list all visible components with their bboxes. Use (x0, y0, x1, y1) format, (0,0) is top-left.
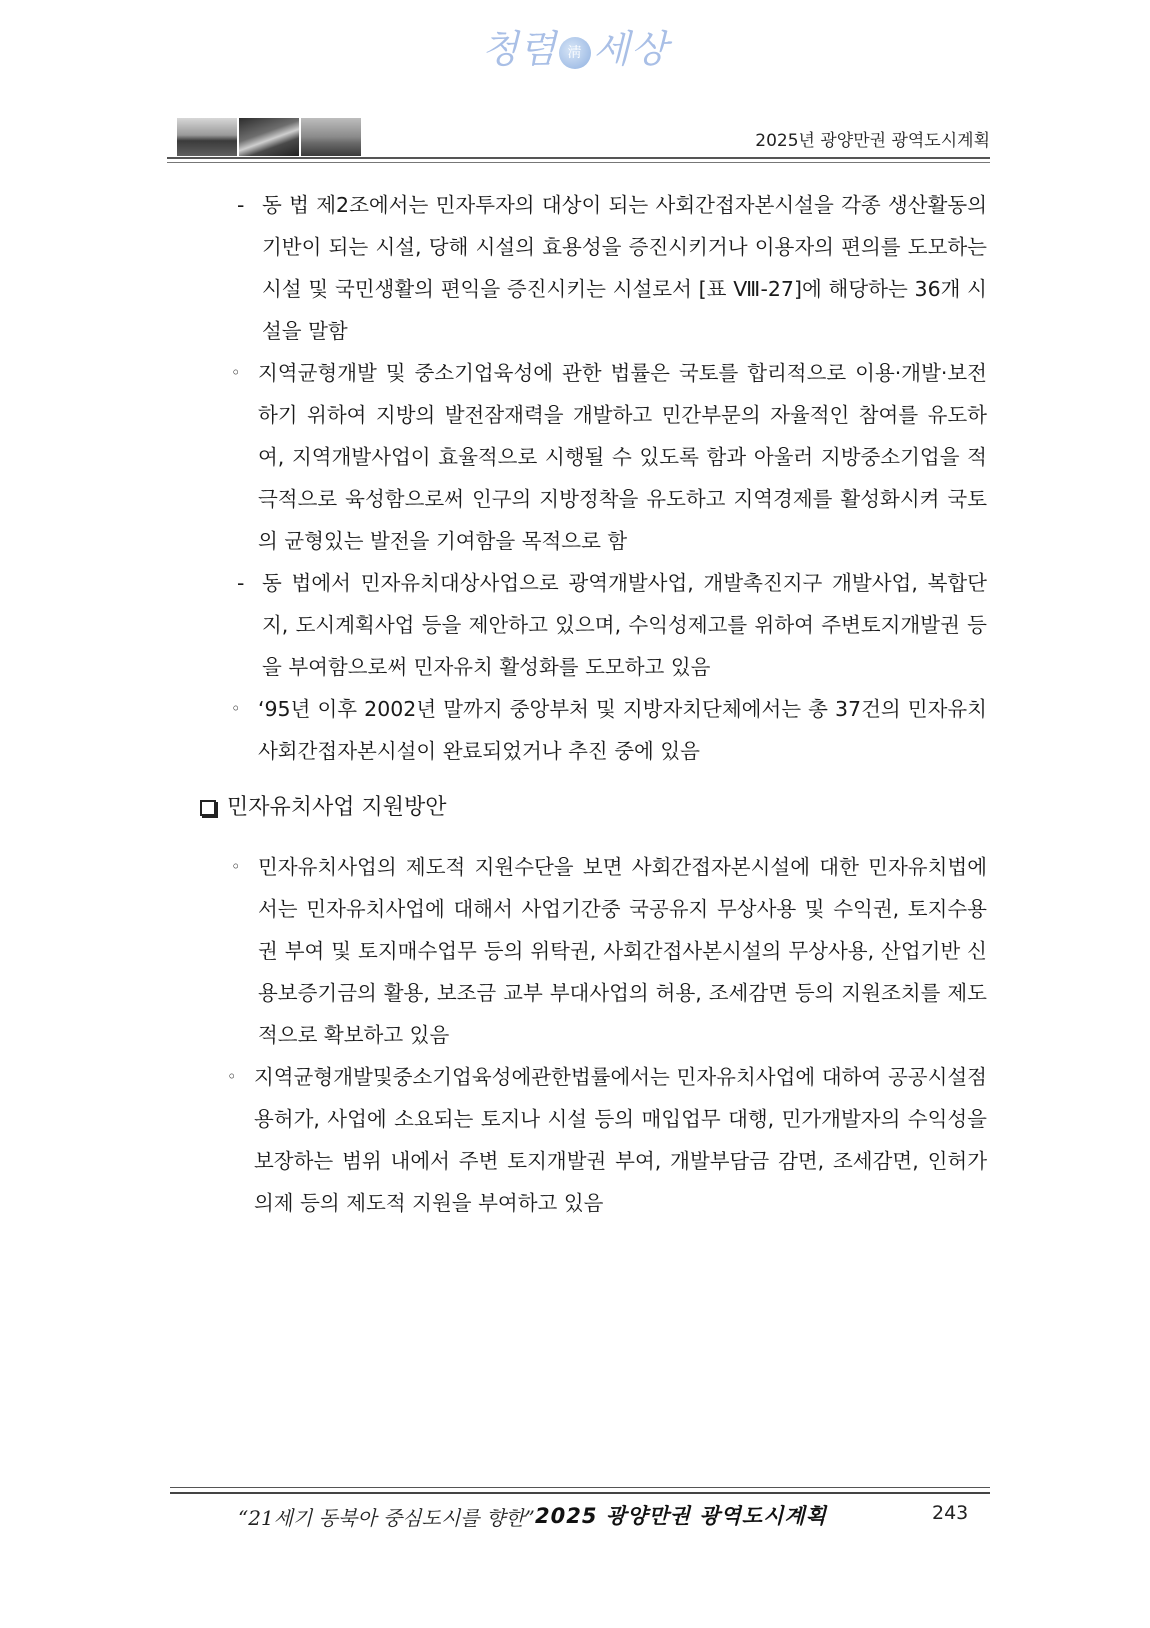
dash-item (237, 562, 987, 688)
bullet-marker: ◦ (231, 363, 241, 382)
logo-text-right: 세상 (593, 27, 669, 71)
section-heading (227, 786, 1150, 830)
header-logo (0, 18, 1150, 73)
header-rule (167, 157, 990, 159)
dash-marker: - (237, 193, 245, 217)
dash-marker: - (237, 571, 245, 595)
header-rule-thin (167, 162, 990, 163)
header-photo-river (239, 118, 299, 156)
bullet-item (231, 846, 987, 1056)
footer-rule (170, 1492, 990, 1494)
page-body (0, 184, 1150, 1224)
bullet-item (227, 1056, 987, 1224)
dash-item (237, 184, 987, 352)
footer-slogan: “21세기 동북아 중심도시를 향한” (238, 1506, 535, 1530)
paragraph-text: 지역균형개발및중소기업육성에관한법률에서는 민자유치사업에 대하여 공공시설점용허가, 사업에 소요되는 토지나 시설 등의 매입업무 대행, 민가개발자의 수익성을 보장하는 범위 내에서 주변 토지개발권 부여, 개발부담금 감면, 조세감면, 인허가 의제 등의 제도적 지원을 부여하고 있음 (254, 1065, 987, 1215)
checkbox-square-icon (200, 800, 216, 816)
page-number: 243 (932, 1502, 969, 1524)
section-title: 민자유치사업 지원방안 (227, 795, 447, 820)
paragraph-text: 지역균형개발 및 중소기업육성에 관한 법률은 국토를 합리적으로 이용·개발·보전하기 위하여 지방의 발전잠재력을 개발하고 민간부문의 자율적인 참여를 유도하여, 지역개발사업이 효율적으로 시행될 수 있도록 함과 아울러 지방중소기업을 적극적으로 육성함으로써 인구의 지방정착을 유도하고 지역경제를 활성화시켜 국토의 균형있는 발전을 기여함을 목적으로 함 (258, 361, 987, 553)
bullet-marker: ◦ (231, 699, 241, 718)
bullet-marker: ◦ (227, 1067, 237, 1086)
running-header-title: 2025년 광양만권 광역도시계획 (755, 131, 990, 151)
paragraph-text: 동 법에서 민자유치대상사업으로 광역개발사업, 개발촉진지구 개발사업, 복합단지, 도시계획사업 등을 제안하고 있으며, 수익성제고를 위하여 주변토지개발권 등을 부여함으로써 민자유치 활성화를 도모하고 있음 (262, 571, 987, 679)
bullet-item (231, 688, 987, 772)
logo-hanja-emblem: 淸 (559, 37, 591, 69)
paragraph-text: 민자유치사업의 제도적 지원수단을 보면 사회간접자본시설에 대한 민자유치법에서는 민자유치사업에 대해서 사업기간중 국공유지 무상사용 및 수익권, 토지수용권 부여 및 토지매수업무 등의 위탁권, 사회간접사본시설의 무상사용, 산업기반 신용보증기금의 활용, 보조금 교부 부대사업의 허용, 조세감면 등의 지원조치를 제도적으로 확보하고 있음 (258, 855, 987, 1047)
paragraph-text: ‘95년 이후 2002년 말까지 중앙부처 및 지방자치단체에서는 총 37건의 민자유치 사회간접자본시설이 완료되었거나 추진 중에 있음 (258, 697, 987, 763)
header-photo-landscape (177, 118, 237, 156)
header-photo-industrial (301, 118, 361, 156)
bullet-item (231, 352, 987, 562)
header-photo-strip (177, 118, 361, 156)
bullet-marker: ◦ (231, 857, 241, 876)
logo-text-left: 청렴 (481, 27, 557, 71)
footer-rule-thin (170, 1487, 990, 1488)
paragraph-text: 동 법 제2조에서는 민자투자의 대상이 되는 사회간접자본시설을 각종 생산활동의 기반이 되는 시설, 당해 시설의 효용성을 증진시키거나 이용자의 편의를 도모하는 시설 및 국민생활의 편익을 증진시키는 시설로서 [표 Ⅷ-27]에 해당하는 36개 시설을 말함 (262, 193, 987, 343)
footer-plan-title: 2025 광양만권 광역도시계획 (535, 1504, 827, 1528)
